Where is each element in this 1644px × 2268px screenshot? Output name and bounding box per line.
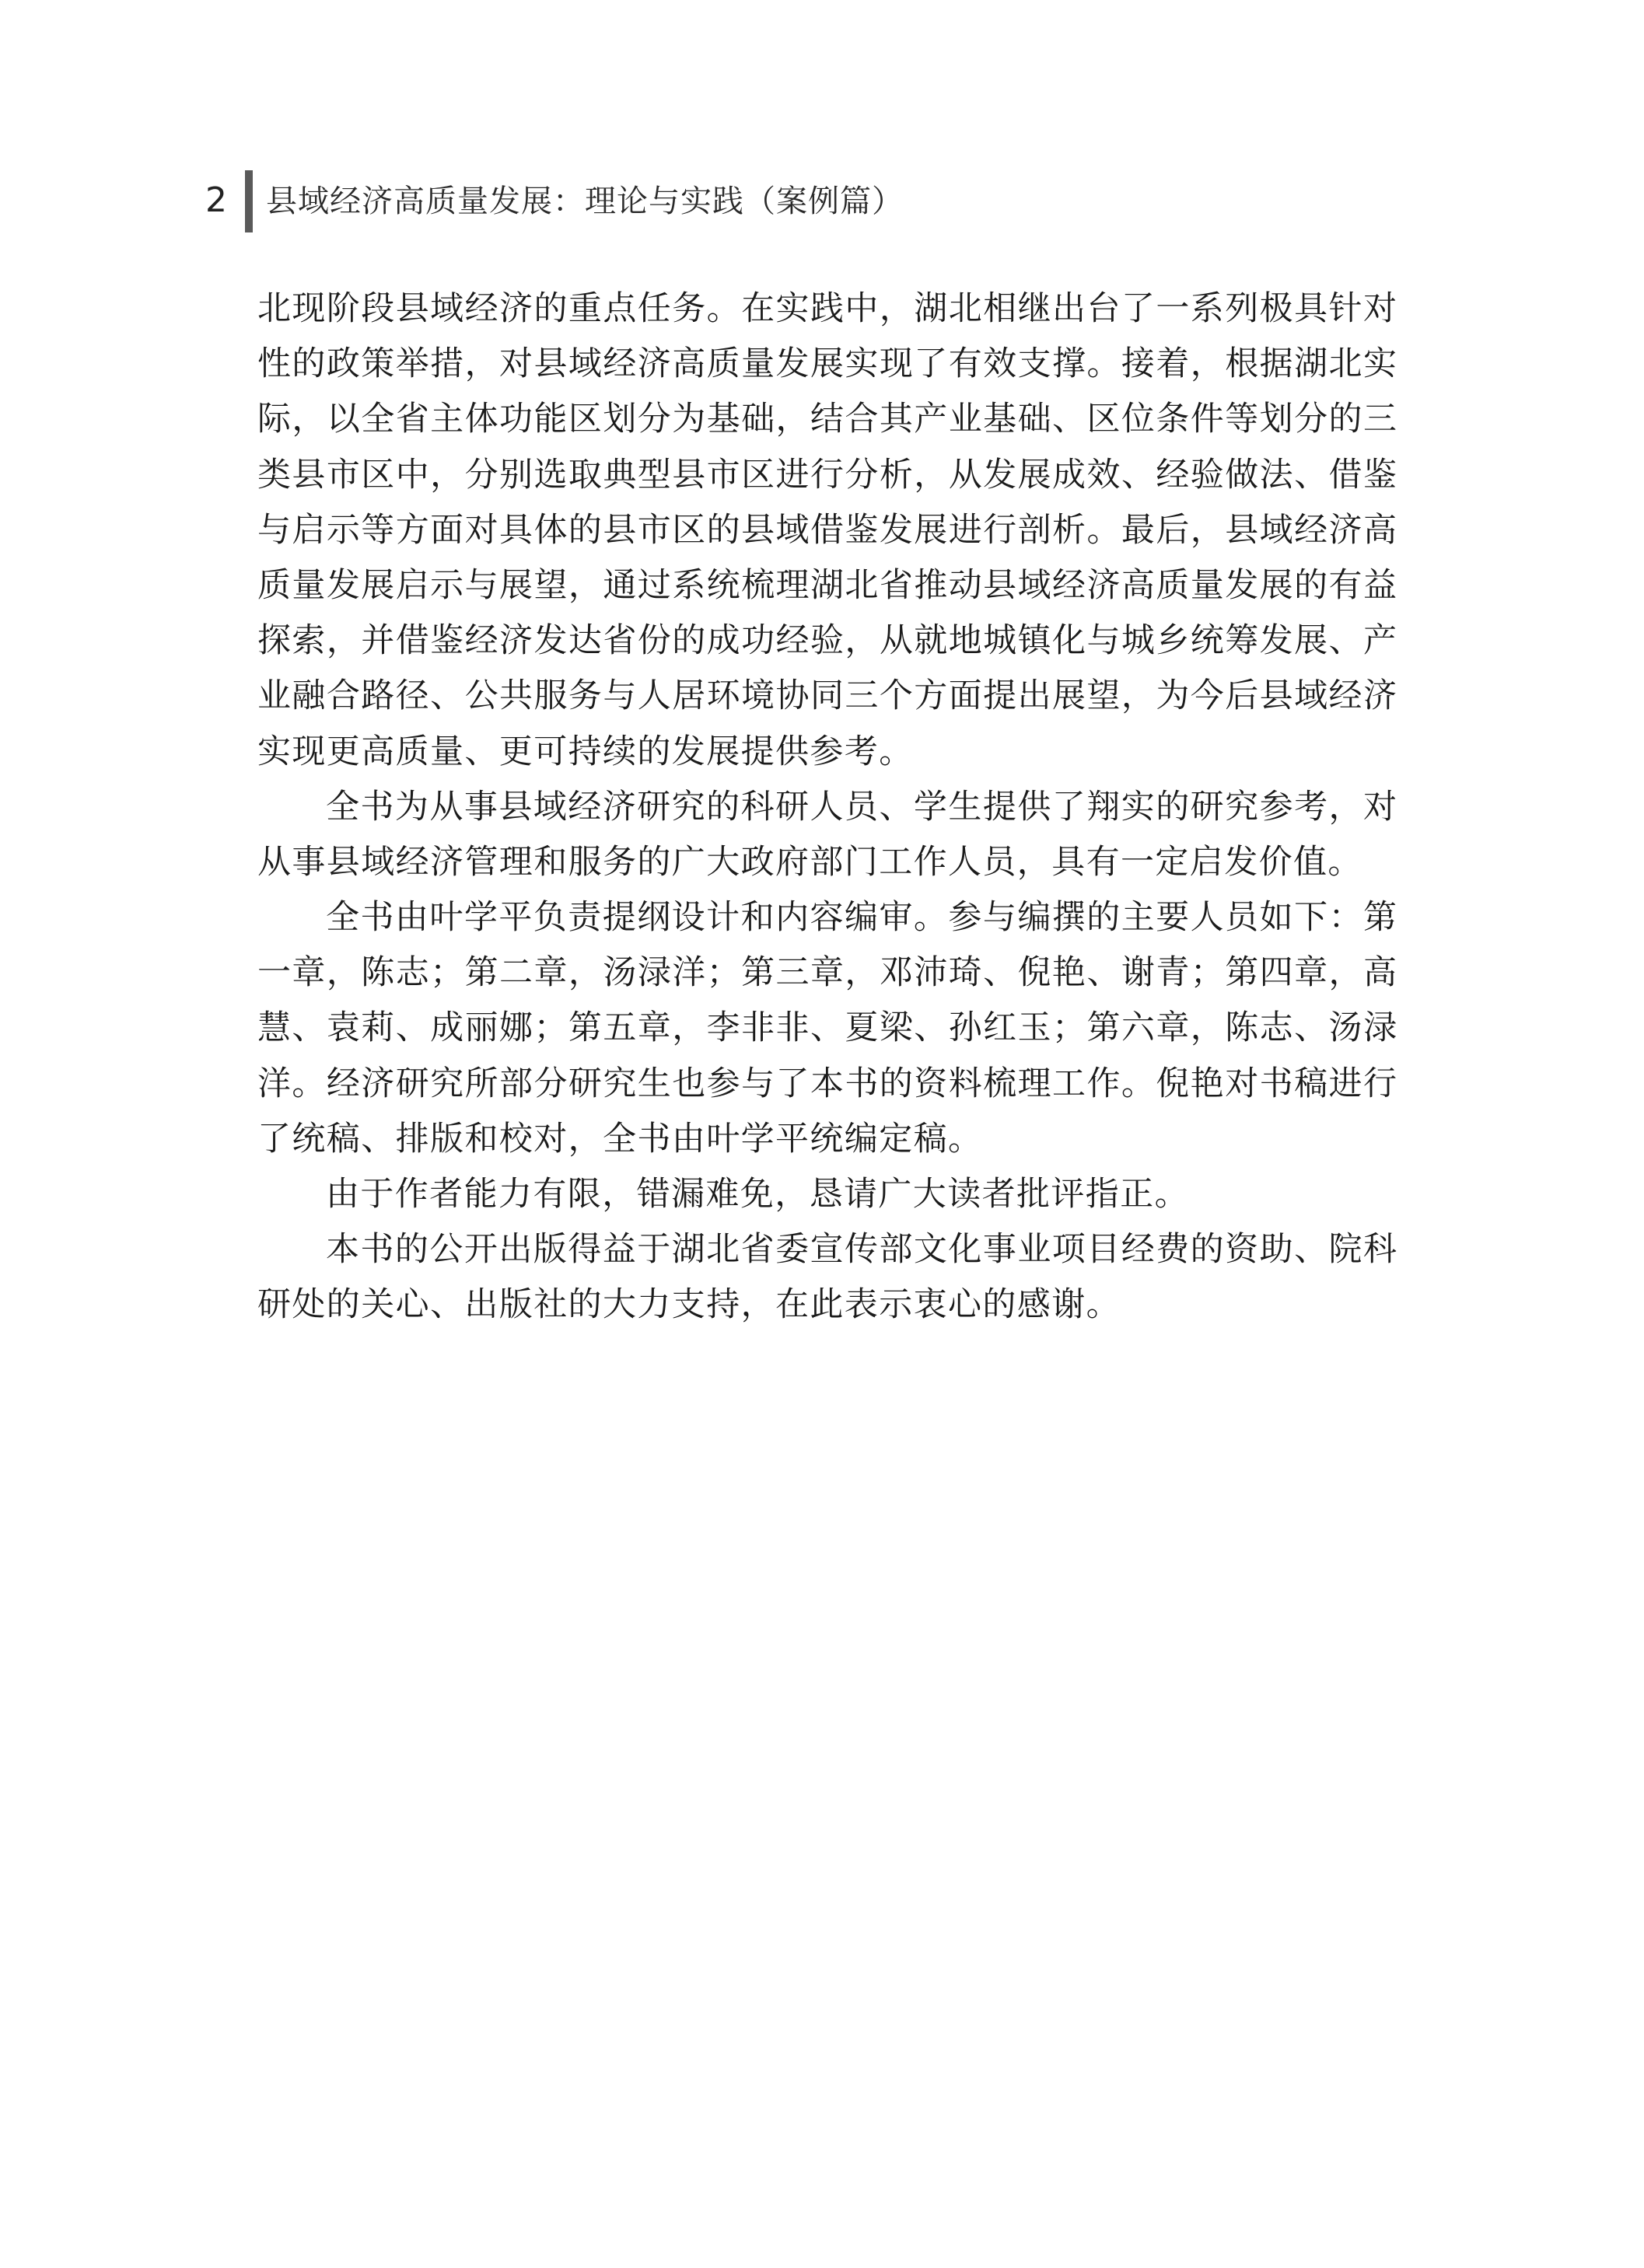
body-line: 与启示等方面对具体的县市区的县域借鉴发展进行剖析。最后，县域经济高 xyxy=(257,510,1397,550)
body-line: 类县市区中，分别选取典型县市区进行分析，从发展成效、经验做法、借鉴 xyxy=(257,455,1397,494)
paragraph xyxy=(257,1222,1397,1333)
body-line: 了统稿、排版和校对，全书由叶学平统编定稿。 xyxy=(257,1119,983,1158)
body-line: 全书为从事县域经济研究的科研人员、学生提供了翔实的研究参考，对 xyxy=(326,787,1397,826)
body-line: 从事县域经济管理和服务的广大政府部门工作人员，具有一定启发价值。 xyxy=(257,842,1362,882)
paragraph xyxy=(257,780,1397,890)
body-line: 本书的公开出版得益于湖北省委宣传部文化事业项目经费的资助、院科 xyxy=(326,1230,1397,1270)
body-line: 洋。经济研究所部分研究生也参与了本书的资料梳理工作。倪艳对书稿进行 xyxy=(257,1064,1397,1103)
header-divider xyxy=(245,170,253,232)
body-line: 探索，并借鉴经济发达省份的成功经验，从就地城镇化与城乡统筹发展、产 xyxy=(257,621,1397,661)
running-title: 县域经济高质量发展：理论与实践（案例篇） xyxy=(266,183,904,219)
body-line: 际，以全省主体功能区划分为基础，结合其产业基础、区位条件等划分的三 xyxy=(257,400,1397,439)
paragraph xyxy=(257,890,1397,1167)
body-line: 业融合路径、公共服务与人居环境协同三个方面提出展望，为今后县域经济 xyxy=(257,676,1397,716)
body-line: 质量发展启示与展望，通过系统梳理湖北省推动县域经济高质量发展的有益 xyxy=(257,565,1397,605)
body-line: 研处的关心、出版社的大力支持，在此表示衷心的感谢。 xyxy=(257,1285,1121,1325)
paragraph xyxy=(257,1167,1397,1222)
body-line: 性的政策举措，对县域经济高质量发展实现了有效支撑。接着，根据湖北实 xyxy=(257,344,1397,384)
body-line: 由于作者能力有限，错漏难免，恳请广大读者批评指正。 xyxy=(326,1175,1189,1214)
body-line: 慧、袁莉、成丽娜；第五章，李非非、夏梁、孙红玉；第六章，陈志、汤渌 xyxy=(257,1008,1397,1048)
page-number: 2 xyxy=(205,180,227,220)
body-line: 全书由叶学平负责提纲设计和内容编审。参与编撰的主要人员如下：第 xyxy=(326,898,1397,938)
paragraph xyxy=(257,281,1397,780)
body-text xyxy=(257,281,1397,1333)
body-line: 实现更高质量、更可持续的发展提供参考。 xyxy=(257,732,914,771)
body-line: 北现阶段县域经济的重点任务。在实践中，湖北相继出台了一系列极具针对 xyxy=(257,289,1397,328)
body-line: 一章，陈志；第二章，汤渌洋；第三章，邓沛琦、倪艳、谢青；第四章，高 xyxy=(257,953,1397,993)
